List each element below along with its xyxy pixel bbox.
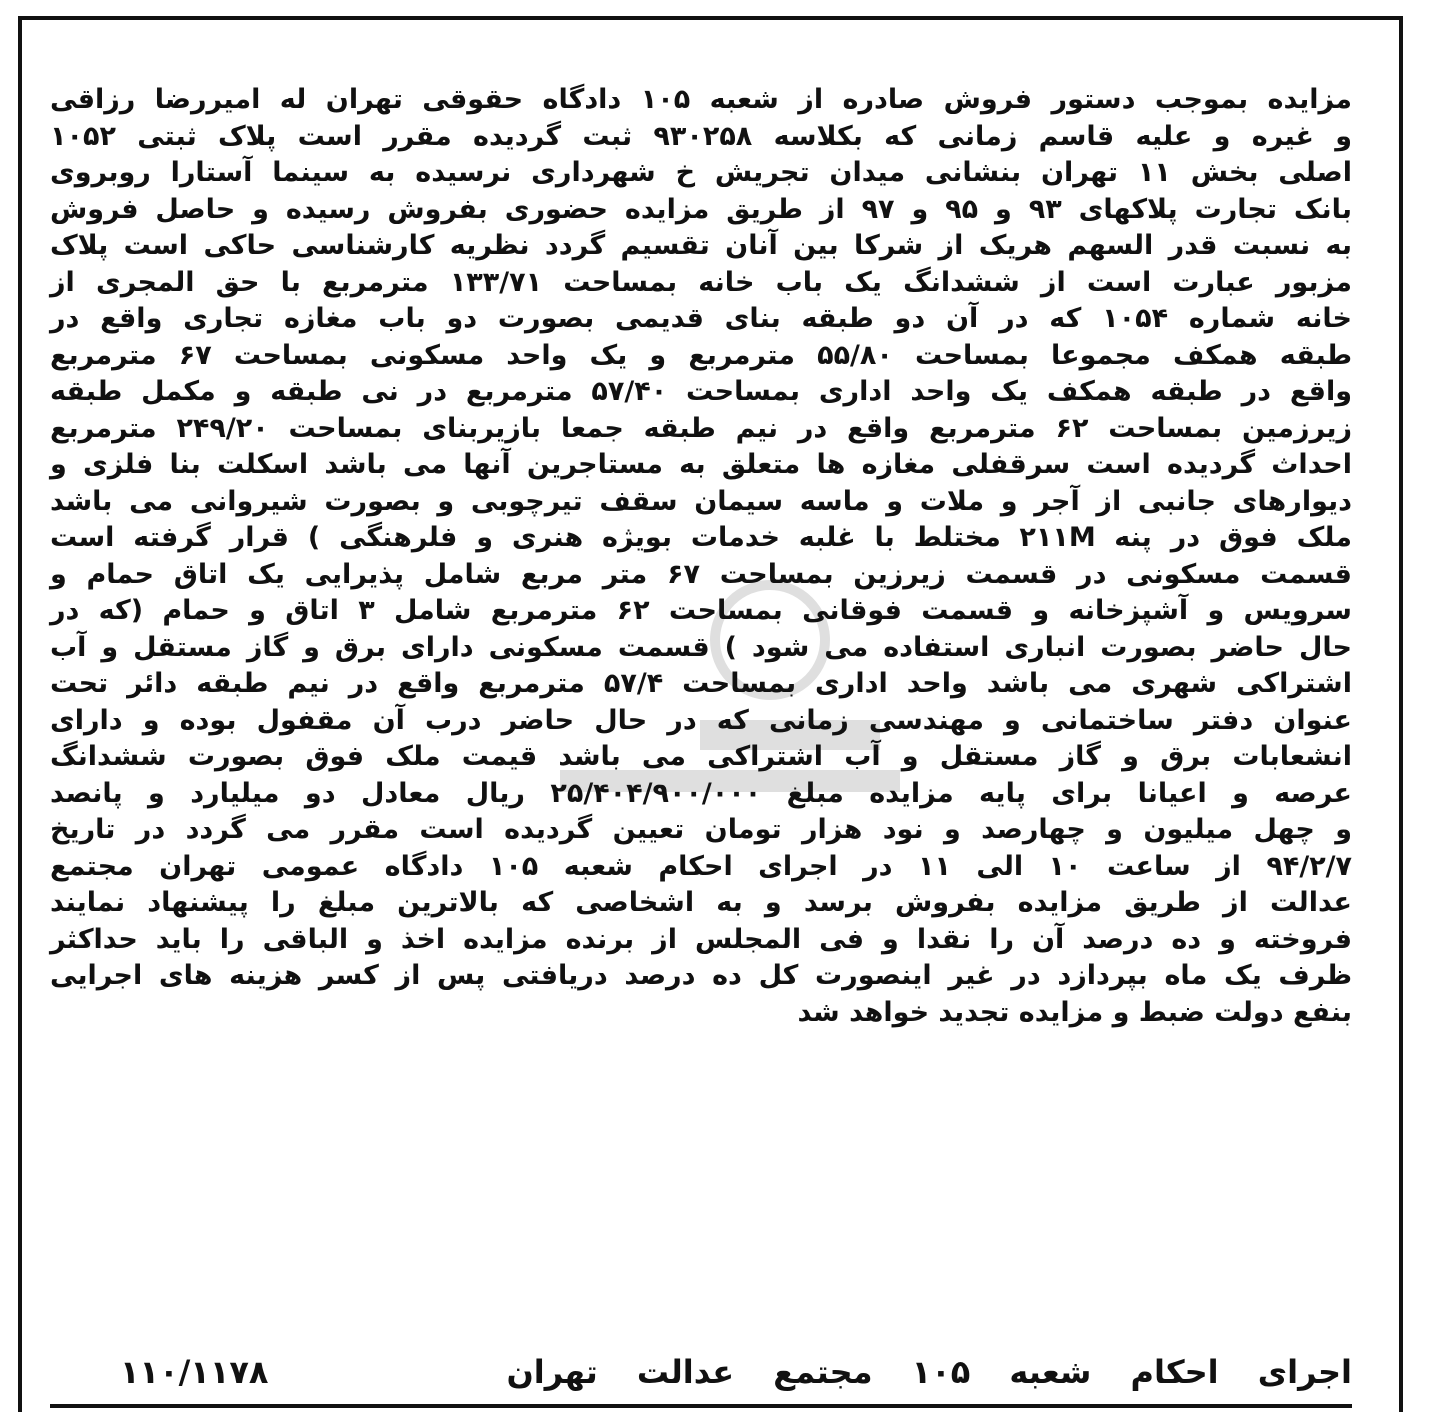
notice-line: زیرزمین بمساحت ۶۲ مترمربع واقع در نیم طبقه جمعا بازیربنای بمساحت ۲۴۹/۲۰ مترمربع <box>50 412 1353 444</box>
bottom-rule <box>50 1404 1352 1408</box>
notice-line: طبقه همکف مجموعا بمساحت ۵۵/۸۰ مترمربع و یک واحد مسکونی بمساحت ۶۷ مترمربع <box>50 339 1353 371</box>
notice-line: سرویس و آشپزخانه و قسمت فوقانی بمساحت ۶۲ مترمربع شامل ۳ اتاق و حمام (که در <box>50 595 1352 626</box>
notice-line: قسمت مسکونی در قسمت زیرزین بمساحت ۶۷ متر مربع شامل پذیرایی یک اتاق حمام و <box>50 558 1352 590</box>
notice-line: ۹۴/۲/۷ از ساعت ۱۰ الی ۱۱ در اجرای احکام شعبه ۱۰۵ دادگاه عمومی تهران مجتمع <box>50 850 1353 882</box>
notice-line: اشتراکی شهری می باشد واحد اداری بمساحت ۵۷/۴ مترمربع واقع در نیم طبقه دائر تحت <box>50 668 1352 699</box>
notice-line: عدالت از طریق مزایده بفروش برسد و به اشخاصی که بالاترین مبلغ را پیشنهاد نمایند <box>50 887 1352 918</box>
notice-line: عنوان دفتر ساختمانی و مهندسی زمانی که در حال حاضر درب آن مقفول بوده و دارای <box>50 704 1352 736</box>
notice-line: احداث گردیده است سرقفلی مغازه ها متعلق به مستاجرین آنها می باشد اسکلت بنا فلزی و <box>50 449 1352 480</box>
notice-line: و غیره و علیه قاسم زمانی که بکلاسه ۹۳۰۲۵۸ ثبت گردیده مقرر است پلاک ثبتی ۱۰۵۲ <box>50 120 1353 152</box>
notice-line: و چهل میلیون و چهارصد و نود هزار تومان تعیین گردیده است مقرر می گردد در تاریخ <box>50 814 1352 845</box>
notice-line: خانه شماره ۱۰۵۴ که در آن دو طبقه بنای قدیمی بصورت دو باب مغازه تجاری واقع در <box>50 303 1353 334</box>
notice-line: فروخته و ده درصد آن را نقدا و فی المجلس از برنده مزایده اخذ و الباقی را باید حداکثر <box>50 923 1352 955</box>
notice-line: بانک تجارت پلاکهای ۹۳ و ۹۵ و ۹۷ از طریق مزایده حضوری بفروش رسیده و حاصل فروش <box>50 193 1352 225</box>
notice-footer <box>50 1350 1352 1394</box>
notice-line: حال حاضر بصورت انباری استفاده می شود ) قسمت مسکونی دارای برق و گاز مستقل و آب <box>50 631 1352 663</box>
notice-line: ملک فوق در پنه ۲۱۱M مختلط با غلبه خدمات بویژه هنری و فلرهنگی ) قرار گرفته است <box>50 522 1352 553</box>
notice-line: انشعابات برق و گاز مستقل و آب اشتراکی می باشد قیمت ملک فوق بصورت ششدانگ <box>50 741 1352 772</box>
notice-line: واقع در طبقه همکف یک واحد اداری بمساحت ۵۷/۴۰ مترمربع در نی طبقه و مکمل طبقه <box>50 376 1352 407</box>
notice-line: ظرف یک ماه بپردازد در غیر اینصورت کل ده درصد دریافتی پس از کسر هزینه های اجرایی <box>50 960 1352 991</box>
issuer-title: اجرای احکام شعبه ۱۰۵ مجتمع عدالت تهران <box>506 1353 1352 1391</box>
notice-line: دیوارهای جانبی از آجر و ملات و ماسه سیمان سقف تیرچوبی و بصورت شیروانی می باشد <box>50 485 1352 517</box>
notice-line: عرصه و اعیانا برای پایه مزایده مبلغ ۲۵/۴۰۴/۹۰۰/۰۰۰ ریال معادل دو میلیارد و پانصد <box>50 777 1352 809</box>
notice-line: مزبور عبارت است از ششدانگ یک باب خانه بمساحت ۱۳۳/۷۱ مترمربع با حق المجری از <box>50 266 1352 298</box>
notice-body <box>50 82 1352 1031</box>
notice-line: اصلی بخش ۱۱ تهران بنشانی میدان تجریش خ شهرداری نرسیده به سینما آستارا روبروی <box>50 157 1352 188</box>
notice-line: بنفع دولت ضبط و مزایده تجدید خواهد شد <box>797 996 1352 1028</box>
notice-line: مزایده بموجب دستور فروش صادره از شعبه ۱۰۵ دادگاه حقوقی تهران له امیررضا رزاقی <box>50 84 1352 115</box>
notice-code: ۱۱۰/۱۱۷۸ <box>120 1353 269 1391</box>
notice-line: به نسبت قدر السهم هریک از شرکا بین آنان تقسیم گردد نظریه کارشناسی حاکی است پلاک <box>50 230 1352 261</box>
